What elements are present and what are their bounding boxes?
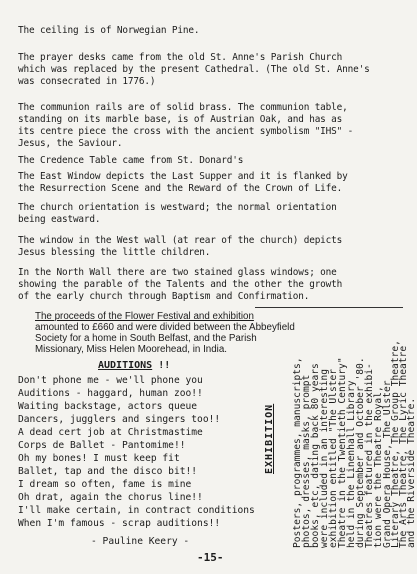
exhibition-line: Posters, programmes, manuscripts, xyxy=(292,357,303,548)
paragraph-communion-1: The communion rails are of solid brass. The communion table, xyxy=(18,102,348,113)
poem-line: A dead cert job at Christmastime xyxy=(18,427,203,438)
paragraph-ceiling: The ceiling is of Norwegian Pine. xyxy=(18,25,200,36)
paragraph-north-wall-2: showing the parable of the Talents and the other the growth xyxy=(18,279,343,290)
page-number: -15- xyxy=(197,551,224,564)
exhibition-line: Theatres featured in the exhibi- xyxy=(364,363,375,548)
paragraph-east-window-1: The East Window depicts the Last Supper and it is flanked by xyxy=(18,171,348,182)
exhibition-line: photos, dresses, masks, prompt xyxy=(301,374,312,548)
poem-line: Oh my bones! I must keep fit xyxy=(18,453,180,464)
poem-line: I dream so often, fame is mine xyxy=(18,479,192,490)
paragraph-communion-3: its centre piece the cross with the ancient symbolism "IHS" - xyxy=(18,126,354,137)
poem-line: Auditions - haggard, human zoo!! xyxy=(18,388,203,399)
exhibition-line: were included in an interesting xyxy=(319,368,330,548)
notice-line-3: Society for a home in South Belfast, and the Parish xyxy=(35,333,257,344)
poem-line: Waiting backstage, actors queue xyxy=(18,401,198,412)
exhibition-line: tion were the Theatre Royal, xyxy=(373,386,384,548)
separator-rule xyxy=(255,307,403,308)
auditions-marks: !! xyxy=(158,360,171,371)
poem-line: When I'm famous - scrap auditions!! xyxy=(18,518,221,529)
paragraph-north-wall-3: of the early church through Baptism and Confirmation. xyxy=(18,291,310,302)
exhibition-title: EXHIBITION xyxy=(264,403,275,474)
exhibition-line: Literary Theatre, The Group Theatre, xyxy=(390,340,401,548)
notice-line-1: The proceeds of the Flower Festival and exhibition xyxy=(35,311,254,322)
exhibition-line: Theatre in the Twentieth Century" xyxy=(337,357,348,548)
exhibition-line: and the Riverside Theatre. xyxy=(406,397,417,548)
notice-line-4: Missionary, Miss Helen Moorehead, in India. xyxy=(35,344,228,355)
paragraph-orientation-1: The church orientation is westward; the normal orientation xyxy=(18,202,337,213)
poem-line: Don't phone me - we'll phone you xyxy=(18,375,203,386)
paragraph-east-window-2: the Resurrection Scene and the Reward of the Crown of Life. xyxy=(18,183,343,194)
exhibition-line: The Arts Theatre, The Lyric Theatre xyxy=(398,345,409,548)
auditions-heading xyxy=(98,360,170,371)
paragraph-prayer-desks-2: which was replaced by the present Cathedral. (The old St. Anne's xyxy=(18,64,370,75)
paragraph-communion-4: Jesus, the Saviour. xyxy=(18,138,123,149)
exhibition-line: exhibition entitled "The Ulster xyxy=(328,368,339,548)
paragraph-orientation-2: being eastward. xyxy=(18,214,101,225)
paragraph-prayer-desks-1: The prayer desks came from the old St. Anne's Parish Church xyxy=(18,52,343,63)
paragraph-north-wall-1: In the North Wall there are two stained glass windows; one xyxy=(18,267,337,278)
exhibition-line: during September and October '80. xyxy=(355,357,366,548)
exhibition-line: books, etc, dating back 80 years xyxy=(310,363,321,548)
poem-line: Oh drat, again the chorus line!! xyxy=(18,492,203,503)
paragraph-credence-table: The Credence Table came from St. Donard's xyxy=(18,155,244,166)
paragraph-west-window-2: Jesus blessing the little children. xyxy=(18,247,211,258)
poem-line: I'll make certain, in contract conditions xyxy=(18,505,255,516)
notice-line-2: amounted to £660 and were divided between the Abbeyfield xyxy=(35,322,295,333)
poem-line: Corps de Ballet - Pantomime!! xyxy=(18,440,186,451)
paragraph-prayer-desks-3: was consecrated in 1776.) xyxy=(18,76,156,87)
poem-line: Dancers, jugglers and singers too!! xyxy=(18,414,221,425)
auditions-title: AUDITIONS xyxy=(98,360,153,371)
poem-signature: - Pauline Keery - xyxy=(91,536,190,547)
exhibition-line: Grand Opera House, The Ulster xyxy=(382,380,393,548)
paragraph-west-window-1: The window in the West wall (at rear of the church) depicts xyxy=(18,235,343,246)
paragraph-communion-2: standing on its marble base, is of Austrian Oak, and has as xyxy=(18,114,343,125)
poem-line: Ballet, tap and the disco bit!! xyxy=(18,466,198,477)
exhibition-line: held in the Linenhall Library xyxy=(346,380,357,548)
